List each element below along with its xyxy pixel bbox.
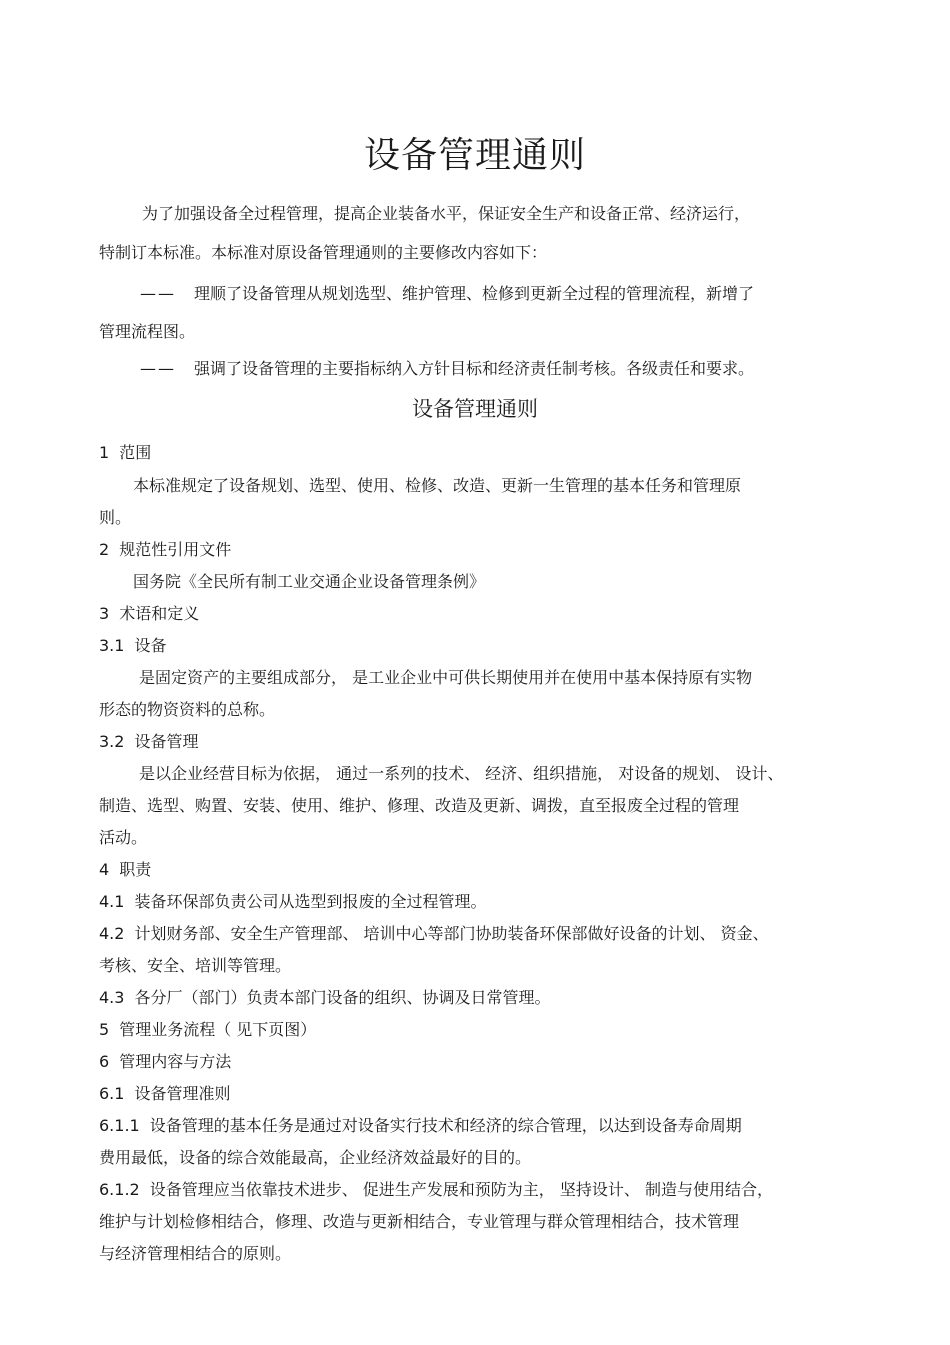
section-3-heading: 3 术语和定义 [99,604,200,623]
section-2-body: 国务院《全民所有制工业交通企业设备管理条例》 [133,572,486,591]
section-6-heading: 6 管理内容与方法 [99,1052,232,1071]
dash-marker: —— [140,359,176,378]
section-1-heading: 1 范围 [99,443,152,462]
intro-line-1: 为了加强设备全过程管理，提高企业装备水平，保证安全生产和设备正常、经济运行， [142,204,751,223]
section-3-2-body-line-3: 活动。 [99,828,148,847]
section-6-1-heading: 6.1 设备管理准则 [99,1084,231,1103]
dash-marker: —— [140,284,176,303]
section-4-2-continued: 考核、安全、培训等管理。 [99,956,292,975]
section-3-1-body-line-1: 是固定资产的主要组成部分， 是工业企业中可供长期使用并在使用中基本保持原有实物 [139,668,753,687]
section-6-1-2-continued-2: 与经济管理相结合的原则。 [99,1244,292,1263]
section-6-1-1: 6.1.1 设备管理的基本任务是通过对设备实行技术和经济的综合管理，以达到设备寿命周期 [99,1116,742,1135]
section-1-body-line-2: 则。 [99,508,132,527]
document-title: 设备管理通则 [363,135,586,176]
section-1-body-line-1: 本标准规定了设备规划、选型、使用、检修、改造、更新一生管理的基本任务和管理原 [133,476,742,495]
document-subtitle: 设备管理通则 [412,397,538,421]
section-4-1: 4.1 装备环保部负责公司从选型到报废的全过程管理。 [99,892,487,911]
section-3-2-body-line-1: 是以企业经营目标为依据， 通过一系列的技术、 经济、组织措施， 对设备的规划、 设计、 [139,764,784,783]
change-item-1 [140,282,754,306]
section-3-1-body-line-2: 形态的物资资料的总称。 [99,700,276,719]
section-3-2-heading: 3.2 设备管理 [99,732,199,751]
section-4-2: 4.2 计划财务部、安全生产管理部、 培训中心等部门协助装备环保部做好设备的计划、 资金、 [99,924,769,943]
section-2-heading: 2 规范性引用文件 [99,540,232,559]
section-4-3: 4.3 各分厂（部门）负责本部门设备的组织、协调及日常管理。 [99,988,551,1007]
section-5-heading: 5 管理业务流程（ 见下页图） [99,1020,317,1039]
change-item-2-text: 强调了设备管理的主要指标纳入方针目标和经济责任制考核。各级责任和要求。 [194,359,755,378]
intro-line-2: 特制订本标准。本标准对原设备管理通则的主要修改内容如下： [99,243,548,262]
section-6-1-2: 6.1.2 设备管理应当依靠技术进步、 促进生产发展和预防为主， 坚持设计、 制造与使用结合， [99,1180,773,1199]
section-6-1-2-continued-1: 维护与计划检修相结合，修理、改造与更新相结合，专业管理与群众管理相结合，技术管理 [99,1212,740,1231]
section-4-heading: 4 职责 [99,860,152,879]
change-item-1-text: 理顺了设备管理从规划选型、维护管理、检修到更新全过程的管理流程，新增了 [194,284,755,303]
change-item-1-continued: 管理流程图。 [99,322,196,341]
section-3-1-heading: 3.1 设备 [99,636,167,655]
change-item-2 [140,357,754,381]
section-3-2-body-line-2: 制造、选型、购置、安装、使用、维护、修理、改造及更新、调拨，直至报废全过程的管理 [99,796,740,815]
section-6-1-1-continued: 费用最低，设备的综合效能最高，企业经济效益最好的目的。 [99,1148,532,1167]
